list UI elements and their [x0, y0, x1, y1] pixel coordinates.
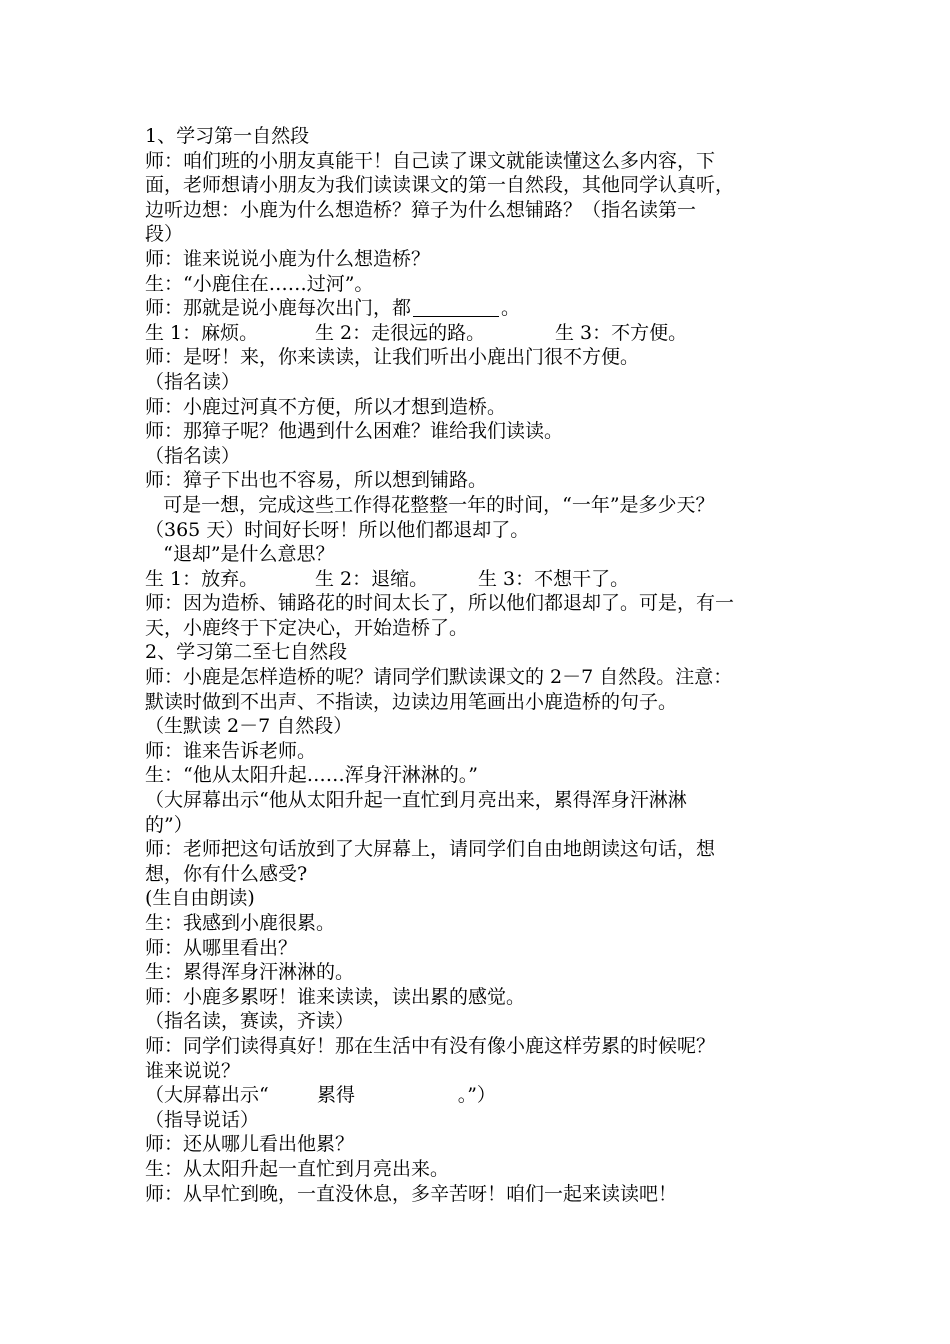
text-line: （大屏幕出示“他从太阳升起一直忙到月亮出来，累得浑身汗淋淋 — [145, 789, 687, 812]
text-line: 师：因为造桥、铺路花的时间太长了，所以他们都退却了。可是，有一 — [145, 592, 735, 615]
text-line: （指名读，赛读，齐读） — [145, 1010, 355, 1033]
section-heading-2: 2、学习第二至七自然段 — [145, 641, 348, 664]
blank-underline — [413, 298, 499, 317]
document-body — [145, 124, 815, 1206]
text-line: 师：同学们读得真好！那在生活中有没有像小鹿这样劳累的时候呢？ — [145, 1034, 716, 1057]
text-line: 师：还从哪儿看出他累？ — [145, 1133, 355, 1156]
answer-3: 生 3：不想干了。 — [478, 567, 630, 590]
text-line: 想，你有什么感受? — [145, 862, 308, 885]
text-line: （生默读 2－7 自然段） — [145, 715, 353, 738]
text-fragment: 。 — [501, 297, 521, 320]
text-line: 可是一想，完成这些工作得花整整一年的时间，“一年”是多少天？ — [145, 493, 715, 516]
text-line: 师：獐子下出也不容易，所以想到铺路。 — [145, 469, 488, 492]
text-line: （365 天）时间好长呀！所以他们都退却了。 — [145, 518, 530, 541]
text-line: 师：小鹿是怎样造桥的呢？请同学们默读课文的 2－7 自然段。注意： — [145, 666, 733, 689]
text-line: 师：咱们班的小朋友真能干！自己读了课文就能读懂这么多内容，下 — [145, 149, 716, 172]
text-line: 的”） — [145, 813, 193, 836]
text-line: “退却”是什么意思？ — [145, 543, 335, 566]
text-line: 师：从早忙到晚，一直没休息，多辛苦呀！咱们一起来读读吧！ — [145, 1182, 678, 1205]
text-line: 师：小鹿过河真不方便，所以才想到造桥。 — [145, 395, 507, 418]
text-line: 生：“小鹿住在……过河”。 — [145, 272, 374, 295]
section-heading-1: 1、学习第一自然段 — [145, 125, 310, 147]
text-line: (生自由朗读) — [145, 887, 255, 910]
text-line: 生：我感到小鹿很累。 — [145, 912, 336, 934]
text-line: 师：是呀！来，你来读读，让我们听出小鹿出门很不方便。 — [145, 346, 640, 369]
text-line: 生：“他从太阳升起……浑身汗淋淋的。” — [145, 764, 478, 787]
text-line: 谁来说说？ — [145, 1059, 241, 1082]
text-line: 师：谁来说说小鹿为什么想造桥？ — [145, 247, 431, 270]
text-line: 师：老师把这句话放到了大屏幕上，请同学们自由地朗读这句话，想 — [145, 838, 716, 861]
text-fragment: 师：那就是说小鹿每次出门，都 — [145, 297, 412, 320]
answer-2: 生 2：退缩。 — [315, 567, 429, 590]
answer-1: 生 1：麻烦。 — [145, 321, 259, 344]
answer-2: 生 2：走很远的路。 — [315, 321, 486, 344]
text-line: （大屏幕出示“ 累得 。”） — [145, 1084, 496, 1107]
student-answers-line — [145, 321, 815, 346]
text-line: 师：那獐子呢？他遇到什么困难？谁给我们读读。 — [145, 420, 564, 443]
student-answers-line — [145, 567, 815, 592]
text-line: （指导说话） — [145, 1108, 260, 1131]
fill-blank-line — [145, 296, 815, 321]
text-line: （指名读） — [145, 444, 241, 467]
answer-1: 生 1：放弃。 — [145, 567, 259, 590]
text-line: 天，小鹿终于下定决心，开始造桥了。 — [145, 616, 469, 639]
text-line: 师：从哪里看出？ — [145, 936, 298, 959]
text-line: 面，老师想请小朋友为我们读读课文的第一自然段，其他同学认真听， — [145, 174, 735, 197]
text-line: 生：累得浑身汗淋淋的。 — [145, 961, 355, 984]
text-line: 师：小鹿多累呀！谁来读读，读出累的感觉。 — [145, 985, 526, 1008]
text-line: 段） — [145, 223, 184, 246]
text-line: 默读时做到不出声、不指读，边读边用笔画出小鹿造桥的句子。 — [145, 690, 678, 713]
answer-3: 生 3：不方便。 — [555, 321, 688, 344]
text-line: 师：谁来告诉老师。 — [145, 739, 317, 762]
text-line: （指名读） — [145, 370, 241, 393]
text-line: 边听边想：小鹿为什么想造桥？獐子为什么想铺路？（指名读第一 — [145, 198, 697, 221]
text-line: 生：从太阳升起一直忙到月亮出来。 — [145, 1157, 450, 1180]
